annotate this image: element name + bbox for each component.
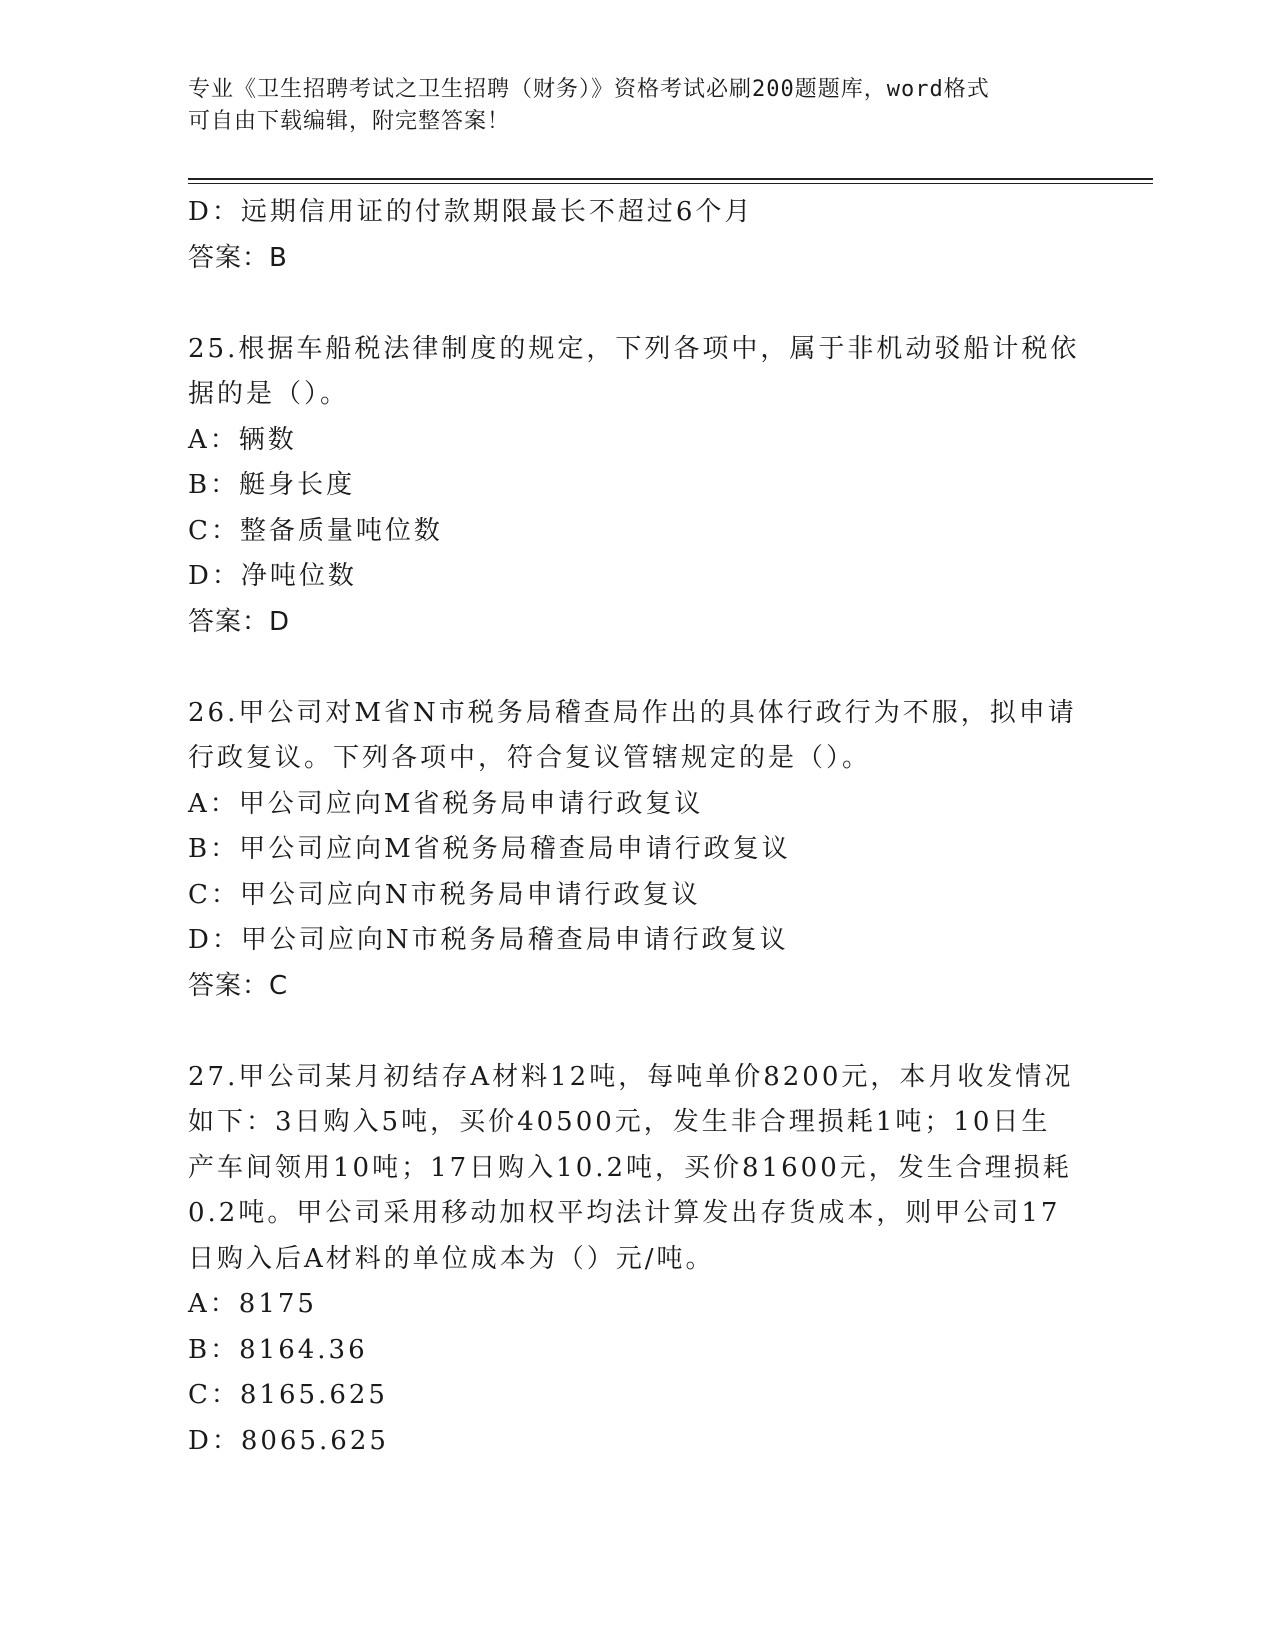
question-stem: 如下：3日购入5吨，买价40500元，发生非合理损耗1吨；10日生 [188,1107,1051,1137]
question-stem: 25.根据车船税法律制度的规定，下列各项中，属于非机动驳船计税依 [188,333,1080,364]
option-d: D：8065.625 [188,1425,389,1456]
option-b: B：8164.36 [188,1334,368,1365]
option-b: B：甲公司应向M省税务局稽查局申请行政复议 [188,834,791,864]
document-header [188,74,1088,138]
question-stem: 产车间领用10吨；17日购入10.2吨，买价81600元，发生合理损耗 [188,1152,1072,1183]
question-stem: 27.甲公司某月初结存A材料12吨，每吨单价8200元，本月收发情况 [188,1061,1074,1092]
option-d: D：净吨位数 [188,561,357,591]
option-c: C：整备质量吨位数 [188,515,443,546]
document-body [188,190,1088,1464]
answer-line: 答案：B [188,242,288,273]
option-c: C：8165.625 [188,1380,388,1410]
option-c: C：甲公司应向N市税务局申请行政复议 [188,879,701,910]
header-line-1: 专业《卫生招聘考试之卫生招聘（财务）》资格考试必刷200题题库，word格式 [188,77,990,102]
question-27 [188,1055,1088,1465]
option-d: D：甲公司应向N市税务局稽查局申请行政复议 [188,925,789,955]
question-25 [188,327,1088,646]
spacer [188,281,1088,327]
question-stem: 26.甲公司对M省N市税务局稽查局作出的具体行政行为不服，拟申请 [188,697,1077,728]
header-divider-thick [188,178,1153,180]
previous-question-tail [188,190,1088,281]
question-stem: 0.2吨。甲公司采用移动加权平均法计算发出存货成本，则甲公司17 [188,1198,1061,1228]
header-line-2: 可自由下载编辑，附完整答案！ [188,109,511,134]
question-stem: 行政复议。下列各项中，符合复议管辖规定的是（）。 [188,743,872,773]
option-a: A：甲公司应向M省税务局申请行政复议 [188,788,704,819]
question-stem: 日购入后A材料的单位成本为（）元/吨。 [188,1243,715,1274]
option-a: A：辆数 [188,424,297,455]
option-b: B：艇身长度 [188,470,356,500]
answer-line: 答案：C [188,970,289,1001]
spacer [188,1009,1088,1055]
question-stem: 据的是（）。 [188,379,350,409]
option-d: D：远期信用证的付款期限最长不超过6个月 [188,197,754,227]
option-a: A：8175 [188,1289,317,1319]
question-26 [188,691,1088,1010]
spacer [188,645,1088,691]
answer-line: 答案：D [188,606,291,637]
header-divider-thin [188,183,1153,184]
